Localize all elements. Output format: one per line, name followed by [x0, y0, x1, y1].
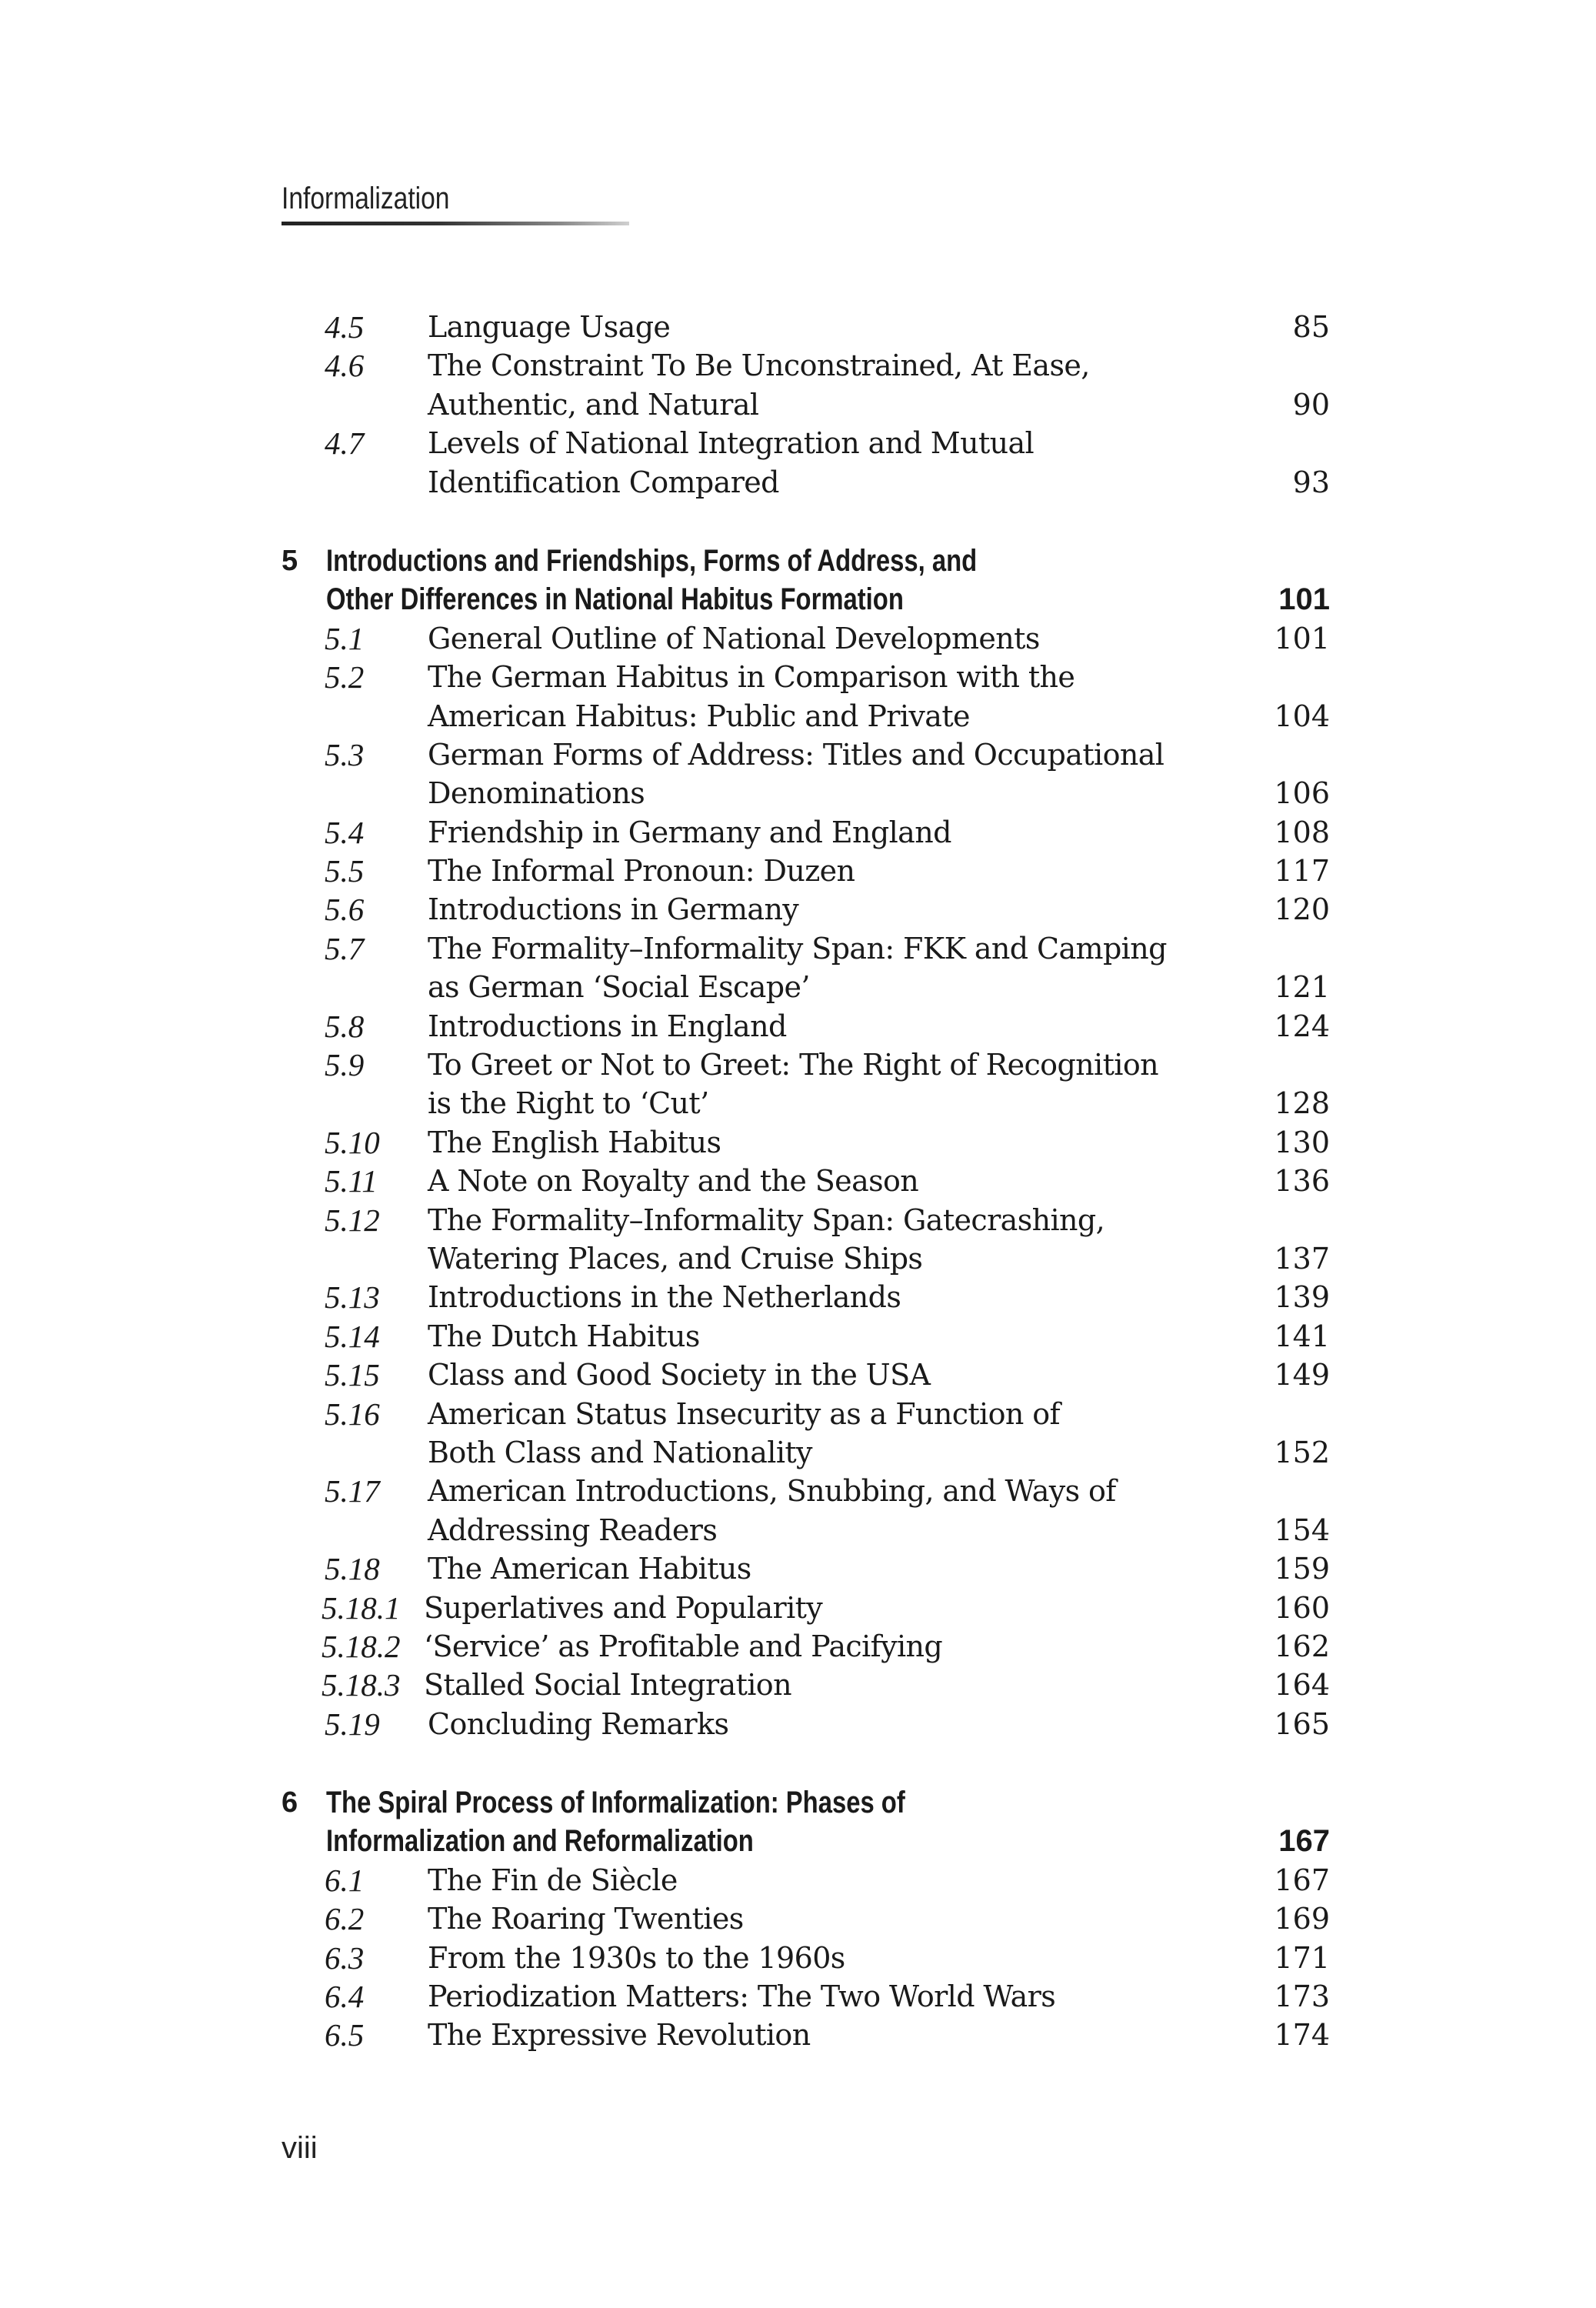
toc-entry — [0, 1084, 1596, 1122]
section-title: The Informal Pronoun: Duzen — [428, 854, 855, 889]
section-number: 5.17 — [325, 1473, 380, 1509]
toc-entry — [0, 1239, 1596, 1278]
toc-entry — [0, 1899, 1596, 1938]
section-title: The Fin de Siècle — [428, 1863, 678, 1897]
section-title: The Formality–Informality Span: FKK and Camping — [428, 931, 1167, 966]
section-page: 106 — [1274, 776, 1330, 811]
chapter-page: 167 — [1278, 1824, 1330, 1859]
section-number: 5.6 — [325, 892, 365, 928]
section-title: Watering Places, and Cruise Ships — [428, 1241, 923, 1276]
section-title: Denominations — [428, 776, 645, 811]
section-page: 164 — [1274, 1668, 1330, 1703]
section-number: 5.19 — [325, 1706, 380, 1742]
toc-entry — [0, 1627, 1596, 1666]
section-number: 5.18 — [325, 1551, 380, 1587]
section-number: 5.16 — [325, 1396, 380, 1432]
toc-entry — [0, 1666, 1596, 1704]
section-title: Introductions in the Netherlands — [428, 1280, 901, 1315]
section-number: 5.18.3 — [322, 1667, 401, 1703]
section-page: 149 — [1274, 1358, 1330, 1392]
section-number: 6.4 — [325, 1979, 365, 2015]
section-page: 159 — [1274, 1552, 1330, 1586]
section-number: 5.3 — [325, 736, 365, 772]
toc-entry — [0, 890, 1596, 929]
section-title: American Introductions, Snubbing, and Ways of — [428, 1474, 1116, 1509]
section-number: 5.12 — [325, 1202, 380, 1238]
section-title: Language Usage — [428, 310, 671, 344]
section-number: 6.5 — [325, 2017, 365, 2053]
section-title: German Forms of Address: Titles and Occupational — [428, 737, 1165, 772]
section-page: 124 — [1274, 1009, 1330, 1043]
section-title: To Greet or Not to Greet: The Right of Recognition — [428, 1048, 1158, 1082]
section-number: 5.15 — [325, 1357, 380, 1393]
section-number: 5.11 — [325, 1163, 378, 1199]
section-page: 137 — [1274, 1241, 1330, 1276]
toc-entry — [0, 813, 1596, 852]
section-title: From the 1930s to the 1960s — [428, 1940, 845, 1975]
chapter-title: Other Differences in National Habitus Formation — [326, 582, 904, 617]
section-page: 117 — [1274, 854, 1330, 889]
section-page: 85 — [1292, 310, 1330, 344]
section-number: 5.7 — [325, 930, 365, 966]
toc-entry — [0, 424, 1596, 462]
chapter-entry — [0, 1783, 1596, 1822]
section-number: 4.7 — [325, 425, 365, 462]
section-number: 5.9 — [325, 1047, 365, 1083]
section-page: 108 — [1274, 815, 1330, 849]
section-page: 120 — [1274, 892, 1330, 927]
section-page: 101 — [1274, 621, 1330, 655]
section-number: 5.4 — [325, 814, 365, 850]
section-title: Authentic, and Natural — [428, 387, 759, 422]
toc-entry — [0, 1705, 1596, 1743]
toc-entry — [0, 774, 1596, 812]
chapter-page: 101 — [1278, 582, 1330, 617]
section-page: 93 — [1292, 465, 1330, 499]
section-number: 4.6 — [325, 348, 365, 384]
toc-entry — [0, 619, 1596, 658]
section-page: 167 — [1274, 1863, 1330, 1897]
section-title: American Status Insecurity as a Function of — [428, 1396, 1060, 1431]
section-page: 90 — [1292, 387, 1330, 422]
table-of-contents — [0, 308, 1596, 2055]
section-number: 6.2 — [325, 1901, 365, 1937]
section-number: 5.13 — [325, 1279, 380, 1316]
section-page: 141 — [1274, 1319, 1330, 1353]
chapter-title: The Spiral Process of Informalization: Phases of — [326, 1786, 905, 1820]
section-title: The Roaring Twenties — [428, 1902, 744, 1936]
section-title: The American Habitus — [428, 1552, 751, 1586]
section-title: Superlatives and Popularity — [424, 1590, 823, 1625]
section-number: 5.10 — [325, 1124, 380, 1160]
toc-entry — [0, 1511, 1596, 1549]
section-title: Periodization Matters: The Two World Wars — [428, 1979, 1056, 2014]
section-title: The English Habitus — [428, 1125, 721, 1159]
section-title: Concluding Remarks — [428, 1706, 729, 1741]
toc-entry — [0, 1939, 1596, 1977]
toc-entry — [0, 1278, 1596, 1316]
section-title: ‘Service’ as Profitable and Pacifying — [424, 1629, 943, 1663]
section-page: 174 — [1274, 2018, 1330, 2053]
section-number: 5.5 — [325, 853, 365, 889]
section-title: is the Right to ‘Cut’ — [428, 1086, 709, 1121]
section-title: American Habitus: Public and Private — [428, 699, 970, 733]
section-page: 121 — [1274, 970, 1330, 1005]
toc-entry — [0, 1046, 1596, 1084]
toc-entry — [0, 1549, 1596, 1588]
chapter-entry — [0, 542, 1596, 580]
section-title: The German Habitus in Comparison with the — [428, 660, 1075, 695]
chapter-title: Informalization and Reformalization — [326, 1824, 754, 1859]
section-title: Class and Good Society in the USA — [428, 1358, 931, 1392]
chapter-entry — [0, 1822, 1596, 1860]
toc-entry — [0, 463, 1596, 502]
section-title: Addressing Readers — [428, 1513, 718, 1547]
toc-entry — [0, 1977, 1596, 2016]
section-title: The Dutch Habitus — [428, 1319, 700, 1353]
toc-entry — [0, 852, 1596, 890]
toc-entry — [0, 929, 1596, 968]
toc-entry — [0, 735, 1596, 774]
toc-entry — [0, 2016, 1596, 2054]
section-title: Friendship in Germany and England — [428, 815, 951, 849]
section-title: Introductions in England — [428, 1009, 787, 1043]
page-folio: viii — [282, 2131, 318, 2165]
chapter-entry — [0, 580, 1596, 619]
section-number: 5.2 — [325, 659, 365, 695]
section-number: 4.5 — [325, 309, 365, 345]
chapter-number: 5 — [282, 544, 298, 577]
toc-entry — [0, 1356, 1596, 1394]
toc-entry — [0, 1589, 1596, 1627]
section-title: The Expressive Revolution — [428, 2018, 811, 2053]
section-page: 152 — [1274, 1435, 1330, 1469]
section-number: 6.3 — [325, 1939, 365, 1976]
toc-entry — [0, 1433, 1596, 1472]
section-title: A Note on Royalty and the Season — [428, 1164, 919, 1199]
section-number: 5.18.2 — [322, 1628, 401, 1664]
toc-entry — [0, 1861, 1596, 1899]
toc-entry — [0, 1162, 1596, 1200]
section-page: 160 — [1274, 1590, 1330, 1625]
toc-entry — [0, 1123, 1596, 1162]
chapter-title: Introductions and Friendships, Forms of Address, and — [326, 543, 978, 578]
toc-entry — [0, 1007, 1596, 1046]
section-number: 6.1 — [325, 1862, 365, 1898]
section-page: 130 — [1274, 1125, 1330, 1159]
section-title: The Constraint To Be Unconstrained, At Ease, — [428, 349, 1090, 383]
toc-entry — [0, 968, 1596, 1006]
section-page: 162 — [1274, 1629, 1330, 1663]
section-page: 154 — [1274, 1513, 1330, 1547]
section-title: Introductions in Germany — [428, 892, 799, 927]
toc-entry — [0, 658, 1596, 696]
toc-entry — [0, 308, 1596, 346]
toc-entry — [0, 1317, 1596, 1356]
chapter-number: 6 — [282, 1786, 298, 1819]
section-number: 5.1 — [325, 620, 365, 656]
section-title: The Formality–Informality Span: Gatecrashing, — [428, 1202, 1105, 1237]
section-page: 136 — [1274, 1164, 1330, 1199]
section-number: 5.8 — [325, 1008, 365, 1044]
toc-entry — [0, 1395, 1596, 1433]
section-number: 5.18.1 — [322, 1589, 401, 1626]
toc-entry — [0, 697, 1596, 735]
toc-entry — [0, 346, 1596, 385]
toc-entry — [0, 385, 1596, 424]
header-rule — [282, 222, 629, 225]
section-page: 128 — [1274, 1086, 1330, 1121]
section-title: Stalled Social Integration — [424, 1668, 791, 1703]
section-page: 173 — [1274, 1979, 1330, 2014]
section-page: 169 — [1274, 1902, 1330, 1936]
section-page: 165 — [1274, 1706, 1330, 1741]
section-page: 171 — [1274, 1940, 1330, 1975]
section-title: Both Class and Nationality — [428, 1435, 812, 1469]
running-head: Informalization — [282, 182, 450, 215]
section-title: Identification Compared — [428, 465, 779, 499]
toc-entry — [0, 1201, 1596, 1239]
toc-entry — [0, 1472, 1596, 1510]
section-title: General Outline of National Developments — [428, 621, 1040, 655]
section-title: as German ‘Social Escape’ — [428, 970, 810, 1005]
section-page: 139 — [1274, 1280, 1330, 1315]
section-page: 104 — [1274, 699, 1330, 733]
section-title: Levels of National Integration and Mutual — [428, 426, 1035, 461]
section-number: 5.14 — [325, 1318, 380, 1354]
